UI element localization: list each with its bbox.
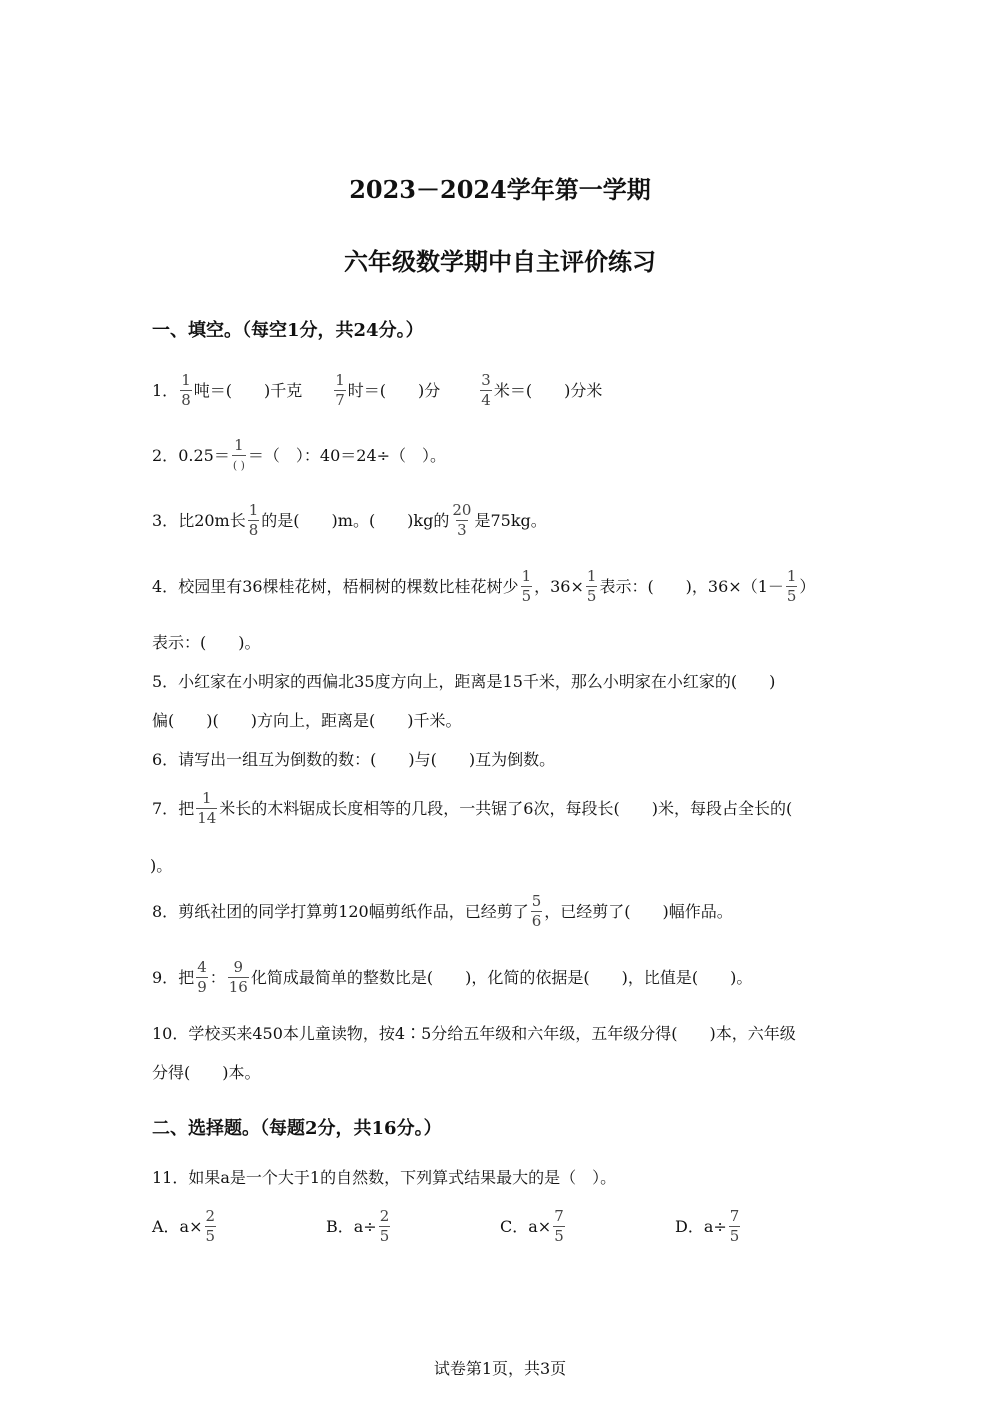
question-text: ，36×: [534, 576, 584, 596]
question-8: [152, 893, 733, 930]
option-b[interactable]: [326, 1208, 392, 1245]
fraction: $\frac{4}{9}$: [197, 958, 207, 996]
question-text: ＝（ ）：40＝24÷（ ）。: [247, 445, 447, 465]
fraction: $\frac{1}{5}$: [521, 567, 532, 605]
question-number: 3．: [152, 510, 179, 530]
question-text: ：: [209, 967, 226, 987]
question-number: 1．: [152, 380, 179, 400]
question-text: 是75kg。: [474, 510, 547, 530]
question-7: [152, 790, 792, 827]
question-9: [152, 959, 752, 996]
page-footer: 试卷第1页，共3页: [433, 1359, 567, 1378]
fraction: $\frac{1}{7}$: [335, 371, 345, 409]
question-10: [152, 1024, 796, 1044]
exam-title-subject: 六年级数学期中自主评价练习: [344, 247, 656, 276]
fraction: $\frac{1}{5}$: [786, 567, 797, 605]
question-text: )。: [150, 856, 173, 875]
question-text: 表示：( )。: [152, 633, 261, 652]
question-text: 吨＝( )千克: [193, 380, 303, 400]
question-number: 4．: [152, 576, 179, 596]
question-text: 校园里有36棵桂花树，梧桐树的棵数比桂花树少: [178, 576, 519, 596]
question-text: 时＝( )分: [347, 380, 441, 400]
question-text: 的是( )m。( )kg的: [261, 510, 450, 530]
fraction: $\frac{20}{3}$: [452, 501, 472, 539]
question-text: 米长的木料锯成长度相等的几段，一共锯了6次，每段长( )米，每段占全长的(: [219, 798, 793, 818]
question-7-continued: [150, 856, 172, 876]
question-text: 偏( )( )方向上，距离是( )千米。: [152, 711, 462, 730]
option-label: B．a÷: [326, 1216, 377, 1236]
question-1: [152, 372, 602, 409]
question-4: [152, 568, 815, 605]
question-text: ）: [799, 576, 816, 596]
option-c[interactable]: [500, 1208, 567, 1245]
question-11: [152, 1168, 616, 1188]
exam-title-year: 2023－2024学年第一学期: [349, 175, 651, 204]
question-6: [152, 750, 555, 770]
question-text: 0.25＝: [178, 445, 230, 465]
question-text: 10．学校买来450本儿童读物，按4∶5分给五年级和六年级，五年级分得( )本，六年级: [152, 1024, 796, 1043]
option-label: C．a×: [500, 1216, 552, 1236]
question-number: 7．: [152, 798, 179, 818]
option-d[interactable]: [675, 1208, 742, 1245]
option-label: D．a÷: [675, 1216, 727, 1236]
question-10-continued: [152, 1063, 261, 1083]
question-3: [152, 502, 547, 539]
question-2: [152, 437, 446, 474]
fraction: $\frac{2}{5}$: [205, 1207, 216, 1245]
question-text: 5．小红家在小明家的西偏北35度方向上，距离是15千米，那么小明家在小红家的( ): [152, 672, 776, 691]
question-5-continued: [152, 711, 461, 731]
fraction: $\frac{7}{5}$: [729, 1207, 740, 1245]
question-number: 8．: [152, 901, 179, 921]
fraction: $\frac{1}{14}$: [197, 789, 217, 827]
fraction: $\frac{1}{( )}$: [232, 436, 245, 472]
fraction: $\frac{2}{5}$: [379, 1207, 390, 1245]
question-text: 11．如果a是一个大于1的自然数，下列算式结果最大的是（ ）。: [152, 1168, 617, 1187]
question-number: 2．: [152, 445, 179, 465]
question-number: 9．: [152, 967, 179, 987]
fraction: $\frac{1}{5}$: [586, 567, 597, 605]
question-text: 把: [178, 798, 195, 818]
question-text: 剪纸社团的同学打算剪120幅剪纸作品，已经剪了: [178, 901, 529, 921]
option-a[interactable]: [152, 1208, 218, 1245]
section-2-heading: 二、选择题。（每题2分，共16分。）: [152, 1118, 442, 1139]
question-text: 比20m长: [178, 510, 246, 530]
section-1-heading: 一、填空。（每空1分，共24分。）: [152, 320, 424, 341]
fraction: $\frac{3}{4}$: [481, 371, 491, 409]
question-4-continued: [152, 633, 261, 653]
question-5: [152, 672, 775, 692]
question-text: 米＝( )分米: [493, 380, 603, 400]
fraction: $\frac{1}{8}$: [248, 501, 259, 539]
option-label: A．a×: [152, 1216, 203, 1236]
fraction: $\frac{7}{5}$: [554, 1207, 564, 1245]
question-text: 化简成最简单的整数比是( )，化简的依据是( )，比值是( )。: [250, 967, 753, 987]
question-text: ，已经剪了( )幅作品。: [544, 901, 733, 921]
question-text: 表示：( )，36×（1－: [599, 576, 784, 596]
fraction: $\frac{5}{6}$: [531, 892, 542, 930]
question-text: 6．请写出一组互为倒数的数：( )与( )互为倒数。: [152, 750, 556, 769]
fraction: $\frac{9}{16}$: [228, 958, 248, 996]
question-text: 把: [178, 967, 195, 987]
question-text: 分得( )本。: [152, 1063, 261, 1082]
fraction: $\frac{1}{8}$: [181, 371, 191, 409]
